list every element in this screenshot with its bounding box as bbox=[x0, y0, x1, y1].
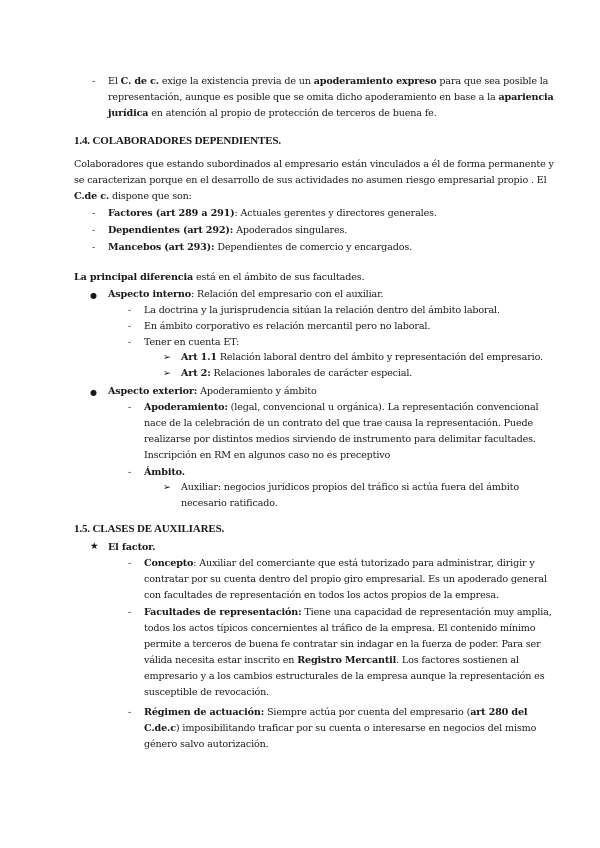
dash-marker: - bbox=[128, 467, 132, 478]
concepto-line-2: contratar por su cuenta dentro del propio giro empresarial. Es un apoderado general bbox=[144, 574, 547, 585]
arrow-marker: ➢ bbox=[163, 352, 172, 363]
section-heading-1-5: 1.5. CLASES DE AUXILIARES. bbox=[74, 523, 225, 535]
apoderamiento-line-3: realizarse por distintos medios sirviendo de instrumento para delimitar facultades. bbox=[144, 434, 536, 445]
factor-label: El factor. bbox=[108, 542, 156, 553]
concepto-line-1: Concepto: Auxiliar del comerciante que está tutorizado para administrar, dirigir y bbox=[144, 558, 535, 569]
paragraph-line: se caracterizan porque en el desarrollo de sus actividades no asumen riesgo empresarial propio . El bbox=[74, 175, 547, 186]
sub-item: En ámbito corporativo es relación mercantil pero no laboral. bbox=[144, 321, 431, 332]
sub-item: Tener en cuenta ET: bbox=[144, 337, 240, 348]
ambito-label: Ámbito. bbox=[144, 467, 185, 478]
dash-marker: - bbox=[92, 76, 96, 87]
art-item: Art 2: Relaciones laborales de carácter especial. bbox=[181, 368, 413, 379]
ambito-line-2: necesario ratificado. bbox=[181, 498, 278, 509]
facultades-line-4: válida necesita estar inscrito en Registro Mercantil. Los factores sostienen al bbox=[144, 655, 519, 666]
aspecto-interno: Aspecto interno: Relación del empresario con el auxiliar. bbox=[108, 289, 384, 300]
dash-marker: - bbox=[128, 402, 132, 413]
paragraph-line: C.de c. dispone que son: bbox=[74, 191, 192, 202]
bullet-marker: ● bbox=[90, 388, 97, 397]
arrow-marker: ➢ bbox=[163, 482, 172, 493]
regimen-line-3: género salvo autorización. bbox=[144, 739, 269, 750]
bullet-marker: ● bbox=[90, 291, 97, 300]
apoderamiento-line-2: nace de la celebración de un contrato del que trae causa la representación. Puede bbox=[144, 418, 534, 429]
concepto-line-3: con facultades de representación en todos los actos propios de la empresa. bbox=[144, 590, 499, 601]
facultades-line-2: todos los actos típicos concernientes al tráfico de la empresa. El contenido mínimo bbox=[144, 623, 536, 634]
dash-marker: - bbox=[128, 707, 132, 718]
paragraph-line: La principal diferencia está en el ámbito de sus facultades. bbox=[74, 272, 365, 283]
aspecto-exterior: Aspecto exterior: Apoderamiento y ámbito bbox=[108, 386, 317, 397]
intro-line-1: El C. de c. exige la existencia previa de un apoderamiento expreso para que sea posible la bbox=[108, 76, 549, 87]
arrow-marker: ➢ bbox=[163, 368, 172, 379]
dash-marker: - bbox=[128, 321, 132, 332]
dash-marker: - bbox=[128, 607, 132, 618]
apoderamiento-line-1: Apoderamiento: (legal, convencional u orgánica). La representación convencional bbox=[144, 402, 539, 413]
paragraph-line: Colaboradores que estando subordinados al empresario están vinculados a él de forma permanente y bbox=[74, 159, 554, 170]
section-heading-1-4: 1.4. COLABORADORES DEPENDIENTES. bbox=[74, 135, 281, 147]
art-item: Art 1.1 Relación laboral dentro del ámbito y representación del empresario. bbox=[181, 352, 543, 363]
regimen-line-1: Régimen de actuación: Siempre actúa por cuenta del empresario (art 280 del bbox=[144, 707, 528, 718]
facultades-line-3: permite a terceros de buena fe contratar sin indagar en la fuerza de poder. Para ser bbox=[144, 639, 541, 650]
facultades-line-5: empresario y a los cambios estructurales de la empresa aunque la representación es bbox=[144, 671, 545, 682]
dash-marker: - bbox=[92, 225, 96, 236]
ambito-line-1: Auxiliar: negocios jurídicos propios del tráfico si actúa fuera del ámbito bbox=[181, 482, 519, 493]
regimen-line-2: C.de.c) imposibilitando traficar por su cuenta o interesarse en negocios del mismo bbox=[144, 723, 537, 734]
intro-line-3: jurídica en atención al propio de protección de terceros de buena fe. bbox=[108, 108, 437, 119]
dash-marker: - bbox=[92, 208, 96, 219]
list-item: Factores (art 289 a 291): Actuales gerentes y directores generales. bbox=[108, 208, 437, 219]
list-item: Dependientes (art 292): Apoderados singulares. bbox=[108, 225, 348, 236]
sub-item: La doctrina y la jurisprudencia sitúan la relación dentro del ámbito laboral. bbox=[144, 305, 500, 316]
dash-marker: - bbox=[92, 242, 96, 253]
facultades-line-6: susceptible de revocación. bbox=[144, 687, 270, 698]
dash-marker: - bbox=[128, 558, 132, 569]
star-marker: ★ bbox=[90, 541, 99, 552]
dash-marker: - bbox=[128, 305, 132, 316]
list-item: Mancebos (art 293): Dependientes de comercio y encargados. bbox=[108, 242, 412, 253]
dash-marker: - bbox=[128, 337, 132, 348]
intro-line-2: representación, aunque es posible que se omita dicho apoderamiento en base a la apariencia bbox=[108, 92, 554, 103]
apoderamiento-line-4: Inscripción en RM en algunos caso no es preceptivo bbox=[144, 450, 391, 461]
facultades-line-1: Facultades de representación: Tiene una capacidad de representación muy amplia, bbox=[144, 607, 552, 618]
